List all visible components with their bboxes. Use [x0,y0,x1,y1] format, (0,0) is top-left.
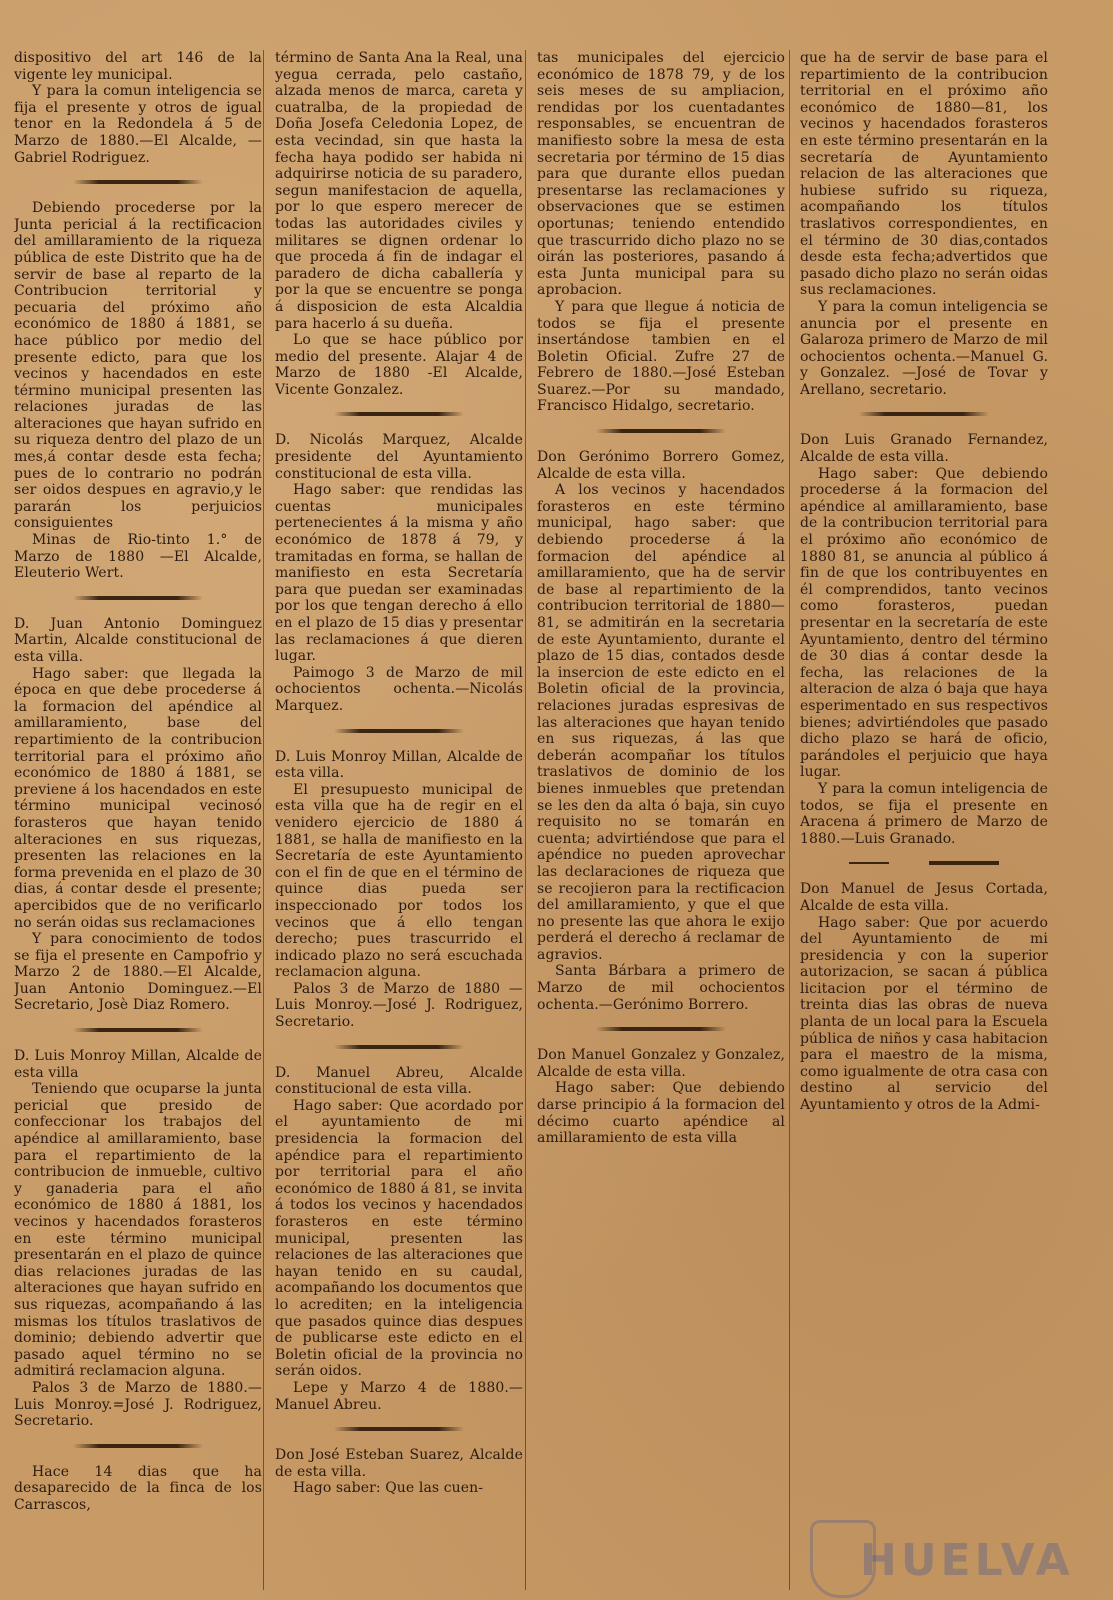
notice-heading: Don Luis Granado Fernandez, Alcalde de esta villa. [800,432,1048,466]
notice-paragraph: Minas de Rio-tinto 1.° de Marzo de 1880 —El Alcalde, Eleuterio Wert. [14,532,262,582]
notice-paragraph: Hago saber: Que acordado por el ayuntamiento de mi presidencia la formacion del apéndice para el repartimiento por territorial para el año económico de 1880 á 81, se invita á todos los vecinos y hacendados forasteros en este término municipal, presenten las relaciones de las alteraciones que hayan tenido en su caudal, acompañando los documentos que lo acrediten; en la inteligencia que pasados quince dias despues de publicarse este edicto en el Boletin oficial de la provincia no serán oidos. [275,1097,523,1380]
notice-paragraph: Y para la comun inteligencia de todos, se fija el presente en Aracena á primero de Marzo de 1880.—Luis Granado. [800,780,1048,847]
column-1 [14,50,262,1590]
notice-paragraph: Debiendo procederse por la Junta pericial á la rectificacion del amillaramiento de la riqueza pública de este Distrito que ha de servir de base al reparto de la Contribucion territorial y pecuaria del próximo año económico de 1880 á 1881, se hace público por medio del presente edicto, para que los vecinos y hacendados en este término municipal presenten las relaciones juradas de las alteraciones que hayan sufrido en su riqueza dentro del plazo de un mes,á contar desde esta fecha; pues de lo contrario no podrán ser oidos despues en agravio,y le pararán los perjuicios consiguientes [14,200,262,532]
section-rule [596,429,726,433]
notice-paragraph: Lepe y Marzo 4 de 1880.—Manuel Abreu. [275,1379,523,1413]
column-3 [537,50,785,1590]
notice-paragraph: Y para la comun inteligencia se fija el presente y otros de igual tenor en la Redondela á 5 de Marzo de 1880.—El Alcalde, —Gabriel Rodriguez. [14,83,262,166]
notice-heading: Don Manuel Gonzalez y Gonzalez, Alcalde de esta villa. [537,1047,785,1080]
section-rule [73,1028,203,1032]
section-rule [73,1444,203,1448]
notice-heading: tas municipales del ejercicio económico de 1878 79, y de los seis meses de su ampliacion, rendidas por los cuentadantes responsables, se encuentran de manifiesto sobre la mesa de esta secretaria por término de 15 dias para que durante ellos puedan presentarse las reclamaciones y observaciones que se estimen oportunas; teniendo entendido que trascurrido dicho plazo no se oirán las posteriores, pasando á esta Junta municipal para su aprobacion. [537,50,785,299]
column-divider [263,50,264,1590]
section-rule [73,180,203,184]
notice-paragraph: Lo que se hace público por medio del presente. Alajar 4 de Marzo de 1880 -El Alcalde, Vicente Gonzalez. [275,332,523,398]
column-divider [525,50,526,1590]
notice-heading: término de Santa Ana la Real, una yegua cerrada, pelo castaño, alzada menos de marca, careta y cuatralba, de la propiedad de Doña Josefa Celedonia Lopez, de esta vecindad, sin que hasta la fecha haya podido ser habida ni adquirirse noticia de su paradero, segun manifestacion de aquella, por lo que espero merecer de todas las autoridades civiles y militares se dignen ordenar lo que proceda á fin de indagar el paradero de dicha caballería y por la que se encuentre se ponga á disposicion de esta Alcaldia para hacerlo á su dueña. [275,50,523,332]
notice-heading: D. Luis Monroy Millan, Alcalde de esta villa. [275,748,523,782]
section-rule [334,1427,464,1431]
notice-heading: Don Manuel de Jesus Cortada, Alcalde de esta villa. [800,881,1048,914]
notice-heading: que ha de servir de base para el repartimiento de la contribucion territorial en el próximo año económico de 1880—81, los vecinos y hacendados forasteros en este término presentarán en la secretaría de Ayuntamiento relacion de las alteraciones que hubiese sufrido su riqueza, acompañando los títulos traslativos correspondientes, en el término de 30 dias,contados desde esta fecha;advertidos que pasado dicho plazo no serán oidas sus reclamaciones. [800,50,1048,299]
notice-paragraph: Hago saber: Que por acuerdo del Ayuntamiento de mi presidencia y con la superior autorizacion, se sacan á pública licitacion por el término de treinta dias las obras de nueva planta de un local para la Escuela pública de niños y casa habitacion para el maestro de la misma, como igualmente de otra casa con destino al servicio del Ayuntamiento y otros de la Admi- [800,914,1048,1114]
column-4 [800,50,1048,1590]
section-rule [596,1027,726,1031]
notice-paragraph: Hace 14 dias que ha desaparecido de la finca de los Carrascos, [14,1463,262,1513]
notice-paragraph: Teniendo que ocuparse la junta pericial que presido de confeccionar los trabajos del apéndice al amillaramiento, base para el repartimiento de la contribucion de inmueble, cultivo y ganaderia para el año económico de 1880 á 1881, los vecinos y hacendados forasteros en este término municipal presentarán en el plazo de quince dias relaciones juradas de las alteraciones que hayan sufrido en sus riquezas, acompañando á las mismas los títulos traslativos de dominio; debiendo advertir que pasado aquel término no se admitirá reclamacion alguna. [14,1081,262,1380]
notice-heading: D. Juan Antonio Dominguez Martin, Alcalde constitucional de esta villa. [14,615,262,665]
notice-paragraph: A los vecinos y hacendados forasteros en este término municipal, hago saber: que debiendo procederse á la formacion del apéndice al amillaramiento, que ha de servir de base al repartimiento de la contribucion territorial de 1880—81, se admitirán en la secretaria de este Ayuntamiento, durante el plazo de 15 dias, contados desde la insercion de este edicto en el Boletin oficial de la provincia, relaciones juradas espresivas de las alteraciones que hayan tenido en sus riquezas, á las que deberán acompañar los títulos traslativos de dominio de los bienes inmuebles que pretendan se les den da alta ó baja, sin cuyo requisito no se tomarán en cuenta; advirtiéndose que para el apéndice no pueden aprovechar las declaraciones de riqueza que se recojieron para la rectificacion del amillaramiento, y que el que no presente las que ahora le exijo perderá el derecho á reclamar de agravios. [537,482,785,963]
notice-paragraph: Y para la comun inteligencia se anuncia por el presente en Galaroza primero de Marzo de mil ochocientos ochenta.—Manuel G. y Gonzalez. —José de Tovar y Arellano, secretario. [800,298,1048,398]
notice-heading: D. Luis Monroy Millan, Alcalde de esta villa [14,1048,262,1081]
section-rule [73,596,203,600]
section-rule [849,861,999,865]
section-rule [334,1045,464,1049]
notice-paragraph: Palos 3 de Marzo de 1880.—Luis Monroy.=José J. Rodriguez, Secretario. [14,1379,262,1430]
notice-heading: dispositivo del art 146 de la vigente ley municipal. [14,50,262,83]
notice-heading: Don José Esteban Suarez, Alcalde de esta villa. [275,1447,523,1480]
notice-paragraph: Paimogo 3 de Marzo de mil ochocientos ochenta.—Nicolás Marquez. [275,664,523,714]
notice-heading: D. Manuel Abreu, Alcalde constitucional de esta villa. [275,1064,523,1098]
section-rule [334,412,464,416]
column-2 [275,50,523,1590]
notice-paragraph: Hago saber: Que debiendo procederse á la formacion del apéndice al amillaramiento, base de la contribucion territorial para el próximo año económico de 1880 81, se anuncia al público á fin de que los contribuyentes en él comprendidos, tanto vecinos como forasteros, puedan presentar en la secretaría de este Ayuntamiento, dentro del término de 30 dias á contar desde la fecha, las relaciones de la alteracion de alza ó baja que haya esperimentado en sus respectivos bienes; advirtiéndoles que pasado dicho plazo se hará de oficio, parándoles el perjuicio que haya lugar. [800,465,1048,781]
notice-heading: D. Nicolás Marquez, Alcalde presidente del Ayuntamiento constitucional de esta villa. [275,432,523,482]
section-rule [859,412,989,416]
notice-paragraph: Santa Bárbara a primero de Marzo de mil ochocientos ochenta.—Gerónimo Borrero. [537,963,785,1013]
notice-paragraph: Y para conocimiento de todos se fija el presente en Campofrio y Marzo 2 de 1880.—El Alcalde, Juan Antonio Dominguez.—El Secretario, Josè Diaz Romero. [14,931,262,1014]
library-watermark: HUELVA [860,1535,1074,1586]
notice-paragraph: Hago saber: Que debiendo darse principio á la formacion del décimo cuarto apéndice al amillaramiento de esta villa [537,1080,785,1147]
notice-paragraph: Hago saber: que rendidas las cuentas municipales pertenecientes á la misma y año económico de 1878 á 79, y tramitadas en forma, se hallan de manifiesto en esta Secretaría para que puedan ser examinadas por los que tengan derecho á ello en el plazo de 15 dias y presentar las reclamaciones á que dieren lugar. [275,482,523,665]
notice-paragraph: Hago saber: que llegada la época en que debe procederse á la formacion del apéndice al amillaramiento, base del repartimiento de la contribucion territorial para el próximo año económico de 1880 á 1881, se previene á los hacendados en este término municipal vecinosó forasteros que hayan tenido alteraciones en sus riquezas, presenten las relaciones en la forma prevenida en el plazo de 30 dias, á contar desde el presente; apercibidos que de no verificarlo no serán oidas sus reclamaciones [14,665,262,931]
column-divider [789,50,790,1590]
notice-heading: Don Gerónimo Borrero Gomez, Alcalde de esta villa. [537,449,785,482]
notice-paragraph: Hago saber: Que las cuen- [293,1480,484,1497]
notice-paragraph: Palos 3 de Marzo de 1880 — Luis Monroy.—José J. Rodriguez, Secretario. [275,980,523,1031]
notice-paragraph: El presupuesto municipal de esta villa que ha de regir en el venidero ejercicio de 1880 á 1881, se halla de manifiesto en la Secretaría de este Ayuntamiento con el fin de que en el término de quince dias pueda ser inspeccionado por todos los vecinos que á ello tengan derecho; pues trascurrido el indicado plazo no será escuchada reclamacion alguna. [275,781,523,981]
section-rule [334,729,464,733]
notice-paragraph: Y para que llegue á noticia de todos se fija el presente insertándose tambien en el Boletin Oficial. Zufre 27 de Febrero de 1880.—José Esteban Suarez.—Por su mandado, Francisco Hidalgo, secretario. [537,298,785,415]
